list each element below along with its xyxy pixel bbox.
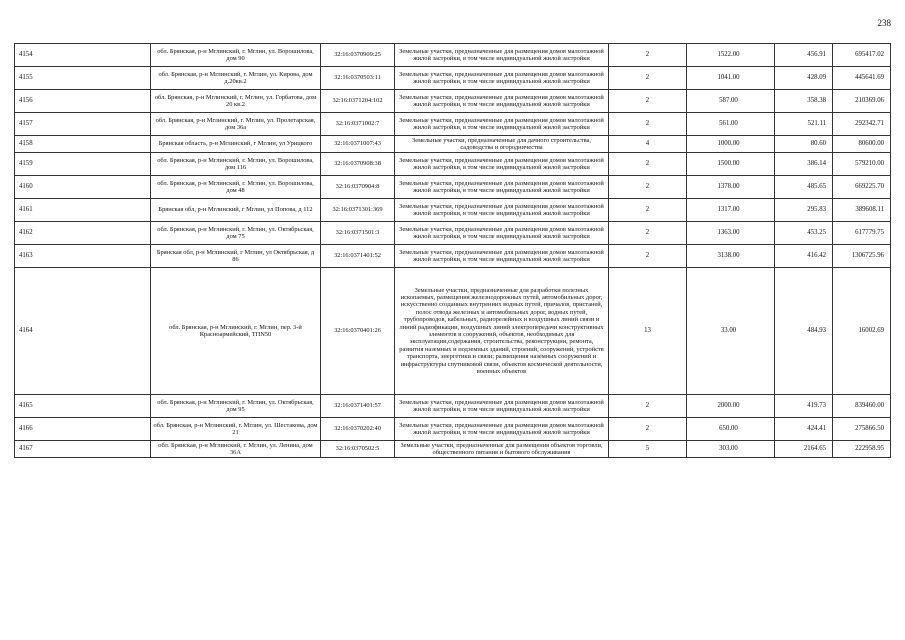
table-row	[15, 67, 891, 90]
cadastral-number-cell: 32:16:0370401:26	[321, 268, 395, 395]
area-cell: 1500.00	[687, 153, 775, 176]
specific-value-cell: 485.65	[775, 176, 833, 199]
specific-value-cell: 2164.65	[775, 441, 833, 458]
row-number: 4158	[15, 136, 151, 153]
area-cell: 650.00	[687, 418, 775, 441]
address-cell: обл. Брянская, р-н Мглинский, г. Мглин, ул. Октябрьская, дом 95	[151, 395, 321, 418]
address-cell: обл. Брянская, р-н Мглинский, г. Мглин, ул. Ленина, дом 36А	[151, 441, 321, 458]
cadastral-value-cell: 1306725.96	[833, 245, 891, 268]
row-number: 4156	[15, 90, 151, 113]
table-row	[15, 395, 891, 418]
use-group-cell: 13	[609, 268, 687, 395]
address-cell: обл. Брянская, р-н Мглинский, г. Мглин, пер. 3-й Красноармейский, ТПN50	[151, 268, 321, 395]
use-group-cell: 2	[609, 176, 687, 199]
area-cell: 1317.00	[687, 199, 775, 222]
cadastral-value-cell: 80600.00	[833, 136, 891, 153]
use-group-cell: 2	[609, 199, 687, 222]
use-group-cell: 2	[609, 418, 687, 441]
address-cell: обл. Брянская, р-н Мглинский, г. Мглин, ул. Пролетарская, дом 36а	[151, 113, 321, 136]
address-cell: обл. Брянская, р-н Мглинский, г. Мглин, ул. Ворошилова, дом 90	[151, 44, 321, 67]
address-cell: Брянская область, р-н Мглинский, г Мглин, ул Урицкого	[151, 136, 321, 153]
table-body	[15, 44, 891, 458]
use-group-cell: 2	[609, 153, 687, 176]
cadastral-value-cell: 695417.02	[833, 44, 891, 67]
address-cell: обл. Брянская, р-н Мглинский, г. Мглин, ул. Ворошилова, дом 116	[151, 153, 321, 176]
specific-value-cell: 295.83	[775, 199, 833, 222]
table-row	[15, 90, 891, 113]
cadastral-number-cell: 32:16:0370909:25	[321, 44, 395, 67]
area-cell: 561.00	[687, 113, 775, 136]
address-cell: Брянская обл, р-н Мглинский, г Мглин, ул Октябрьская, д 86	[151, 245, 321, 268]
cadastral-number-cell: 32:16:0371301:369	[321, 199, 395, 222]
cadastral-number-cell: 32:16:0371401:57	[321, 395, 395, 418]
row-number: 4162	[15, 222, 151, 245]
area-cell: 1378.00	[687, 176, 775, 199]
use-group-cell: 2	[609, 90, 687, 113]
use-group-cell: 2	[609, 44, 687, 67]
land-use-cell: Земельные участки, предназначенные для размещения домов малоэтажной жилой застройки, в том числе индивидуальной жилой застройки	[395, 222, 609, 245]
page-number: 238	[877, 18, 891, 28]
land-use-cell: Земельные участки, предназначенные для размещения домов малоэтажной жилой застройки, в том числе индивидуальной жилой застройки	[395, 245, 609, 268]
land-use-cell: Земельные участки, предназначенные для разработки полезных ископаемых, размещения железнодорожных путей, автомобильных дорог, искусственно созданных внутренних водных путей, причалов, пристаней, полос отвода железных и автомобильных дорог, водных путей, трубопроводов, кабельных, радиорелейных и воздушных линий связи и линий радиофикации, воздушных линий электропередачи конструктивных элементов и сооружений, объектов, необходимых для эксплуатации,содержания, строительства, реконструкции, ремонта, развития наземных и подземных зданий, строений, сооружений, устройств транспорта, энергетики и связи; размещения наземных сооружений и инфраструктуры спутниковой связи, объектов космической деятельности, военных объектов	[395, 268, 609, 395]
specific-value-cell: 428.09	[775, 67, 833, 90]
table-row	[15, 441, 891, 458]
use-group-cell: 4	[609, 136, 687, 153]
specific-value-cell: 456.91	[775, 44, 833, 67]
table-row	[15, 418, 891, 441]
area-cell: 1522.00	[687, 44, 775, 67]
row-number: 4159	[15, 153, 151, 176]
land-use-cell: Земельные участки, предназначенные для размещения домов малоэтажной жилой застройки, в том числе индивидуальной жилой застройки	[395, 395, 609, 418]
row-number: 4165	[15, 395, 151, 418]
land-use-cell: Земельные участки, предназначенные для размещения домов малоэтажной жилой застройки, в том числе индивидуальной жилой застройки	[395, 44, 609, 67]
cadastral-value-cell: 222958.95	[833, 441, 891, 458]
row-number: 4161	[15, 199, 151, 222]
area-cell: 1363.00	[687, 222, 775, 245]
cadastral-number-cell: 32:16:0371002:7	[321, 113, 395, 136]
row-number: 4166	[15, 418, 151, 441]
table-row	[15, 136, 891, 153]
cadastral-value-cell: 669225.70	[833, 176, 891, 199]
cadastral-number-cell: 32:16:0371204:102	[321, 90, 395, 113]
cadastral-value-cell: 445641.69	[833, 67, 891, 90]
cadastral-value-cell: 292342.71	[833, 113, 891, 136]
cadastral-number-cell: 32:16:0371401:52	[321, 245, 395, 268]
row-number: 4157	[15, 113, 151, 136]
address-cell: обл. Брянская, р-н Мглинский, г. Мглин, ул. Шестакова, дом 21	[151, 418, 321, 441]
land-registry-table	[14, 43, 891, 458]
use-group-cell: 2	[609, 245, 687, 268]
cadastral-value-cell: 617779.75	[833, 222, 891, 245]
table-row	[15, 153, 891, 176]
row-number: 4160	[15, 176, 151, 199]
cadastral-value-cell: 839460.00	[833, 395, 891, 418]
row-number: 4154	[15, 44, 151, 67]
cadastral-value-cell: 275866.50	[833, 418, 891, 441]
cadastral-number-cell: 32:16:0370503:11	[321, 67, 395, 90]
land-use-cell: Земельные участки, предназначенные для размещения домов малоэтажной жилой застройки, в том числе индивидуальной жилой застройки	[395, 153, 609, 176]
land-use-cell: Земельные участки, предназначенные для размещения домов малоэтажной жилой застройки, в том числе индивидуальной жилой застройки	[395, 176, 609, 199]
specific-value-cell: 521.11	[775, 113, 833, 136]
address-cell: обл. Брянская, р-н Мглинский, г. Мглин, ул. Горбатова, дом 20 кв.2	[151, 90, 321, 113]
area-cell: 2000.00	[687, 395, 775, 418]
land-use-cell: Земельные участки, предназначенные для размещения домов малоэтажной жилой застройки, в том числе индивидуальной жилой застройки	[395, 113, 609, 136]
area-cell: 303.00	[687, 441, 775, 458]
land-use-cell: Земельные участки, предназначенные для размещения объектов торговли, общественного питания и бытового обслуживания	[395, 441, 609, 458]
cadastral-value-cell: 16002.69	[833, 268, 891, 395]
land-use-cell: Земельные участки, предназначенные для размещения домов малоэтажной жилой застройки, в том числе индивидуальной жилой застройки	[395, 67, 609, 90]
address-cell: Брянская обл, р-н Мглинский, г Мглин, ул Попова, д 112	[151, 199, 321, 222]
address-cell: обл. Брянская, р-н Мглинский, г. Мглин, ул. Октябрьская, дом 75	[151, 222, 321, 245]
area-cell: 1000.00	[687, 136, 775, 153]
use-group-cell: 2	[609, 113, 687, 136]
cadastral-number-cell: 32:16:0370502:5	[321, 441, 395, 458]
land-use-cell: Земельные участки, предназначенные для размещения домов малоэтажной жилой застройки, в том числе индивидуальной жилой застройки	[395, 418, 609, 441]
table-row	[15, 222, 891, 245]
cadastral-number-cell: 32:16:0370202:40	[321, 418, 395, 441]
table-row	[15, 245, 891, 268]
land-use-cell: Земельные участки, предназначенные для размещения домов малоэтажной жилой застройки, в том числе индивидуальной жилой застройки	[395, 199, 609, 222]
table-row	[15, 268, 891, 395]
area-cell: 3138.00	[687, 245, 775, 268]
cadastral-value-cell: 210369.06	[833, 90, 891, 113]
specific-value-cell: 424.41	[775, 418, 833, 441]
address-cell: обл. Брянская, р-н Мглинский, г. Мглин, ул. Кирова, дом д.20кв.2	[151, 67, 321, 90]
row-number: 4163	[15, 245, 151, 268]
specific-value-cell: 358.38	[775, 90, 833, 113]
cadastral-value-cell: 579210.00	[833, 153, 891, 176]
use-group-cell: 2	[609, 67, 687, 90]
table-row	[15, 113, 891, 136]
specific-value-cell: 386.14	[775, 153, 833, 176]
specific-value-cell: 416.42	[775, 245, 833, 268]
table-row	[15, 199, 891, 222]
area-cell: 587.00	[687, 90, 775, 113]
cadastral-number-cell: 32:16:0370908:38	[321, 153, 395, 176]
cadastral-number-cell: 32:16:0371007:43	[321, 136, 395, 153]
specific-value-cell: 484.93	[775, 268, 833, 395]
address-cell: обл. Брянская, р-н Мглинский, г. Мглин, ул. Ворошилова, дом 48	[151, 176, 321, 199]
row-number: 4167	[15, 441, 151, 458]
row-number: 4155	[15, 67, 151, 90]
specific-value-cell: 80.60	[775, 136, 833, 153]
table-row	[15, 44, 891, 67]
land-use-cell: Земельные участки, предназначенные для дачного строительства, садоводства и огородничества	[395, 136, 609, 153]
use-group-cell: 2	[609, 395, 687, 418]
cadastral-number-cell: 32:16:0371501:3	[321, 222, 395, 245]
specific-value-cell: 419.73	[775, 395, 833, 418]
table-row	[15, 176, 891, 199]
cadastral-number-cell: 32:16:0370904:8	[321, 176, 395, 199]
land-use-cell: Земельные участки, предназначенные для размещения домов малоэтажной жилой застройки, в том числе индивидуальной жилой застройки	[395, 90, 609, 113]
cadastral-value-cell: 389608.11	[833, 199, 891, 222]
area-cell: 33.00	[687, 268, 775, 395]
specific-value-cell: 453.25	[775, 222, 833, 245]
use-group-cell: 5	[609, 441, 687, 458]
area-cell: 1041.00	[687, 67, 775, 90]
row-number: 4164	[15, 268, 151, 395]
use-group-cell: 2	[609, 222, 687, 245]
